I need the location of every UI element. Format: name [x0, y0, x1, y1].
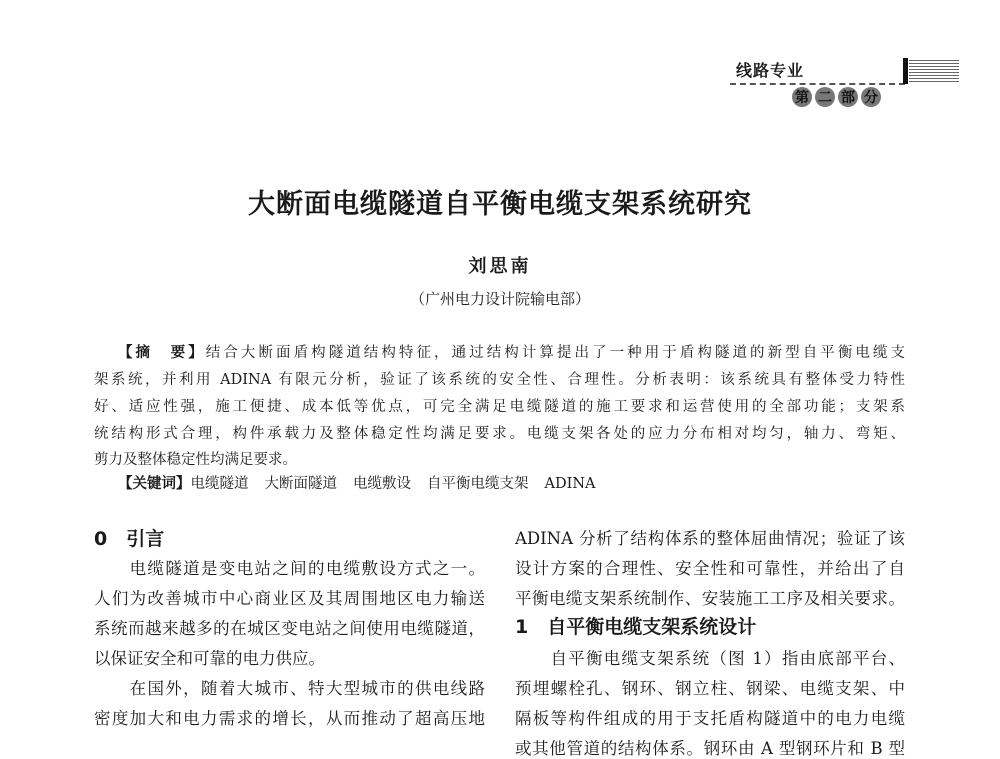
part-badge: [792, 87, 881, 107]
abstract-line: 剪力及整体稳定性均满足要求。: [94, 452, 297, 468]
keyword: 自平衡电缆支架: [427, 476, 529, 492]
body-line: 密度加大和电力需求的增长，从而推动了超高压地: [94, 709, 485, 728]
body-line: 预埋螺栓孔、钢环、钢立柱、钢梁、电缆支架、中: [515, 679, 905, 698]
part-char: 部: [838, 87, 858, 107]
section-heading: 1 自平衡电缆支架系统设计: [515, 616, 757, 638]
paper-title: 大断面电缆隧道自平衡电缆支架系统研究: [248, 189, 752, 220]
body-line: 隔板等构件组成的用于支托盾构隧道中的电力电缆: [515, 709, 905, 728]
keywords-label: 【关键词】: [118, 476, 191, 492]
part-char: 分: [861, 87, 881, 107]
body-line: ADINA 分析了结构体系的整体屈曲情况；验证了该: [515, 529, 905, 548]
abstract-line: 好、适应性强，施工便捷、成本低等优点，可完全满足电缆隧道的施工要求和运营使用的全部功能；支架系: [94, 399, 905, 415]
abstract-line: 架系统，并利用 ADINA 有限元分析，验证了该系统的安全性、合理性。分析表明：该系统具有整体受力特性: [94, 372, 905, 388]
affiliation: （广州电力设计院输电部）: [409, 290, 590, 308]
keyword: 电缆敷设: [353, 476, 411, 492]
body-line: 设计方案的合理性、安全性和可靠性，并给出了自: [515, 559, 905, 578]
body-line: 在国外，随着大城市、特大型城市的供电线路: [94, 679, 485, 698]
body-line: 电缆隧道是变电站之间的电缆敷设方式之一。: [94, 559, 485, 578]
abstract-label: 【摘 要】: [118, 345, 206, 361]
header-bar-decoration: [903, 58, 908, 84]
keyword: 大断面隧道: [264, 476, 337, 492]
header-divider: [730, 83, 905, 85]
keyword: 电缆隧道: [190, 476, 249, 492]
section-heading: 0 引言: [94, 528, 165, 550]
header-lines-decoration: [909, 60, 959, 82]
running-header-section: 线路专业: [736, 61, 805, 80]
keywords: [118, 472, 595, 493]
abstract-line: 统结构形式合理，构件承载力及整体稳定性均满足要求。电缆支架各处的应力分布相对均匀，轴力、弯矩、: [94, 426, 905, 442]
body-line: 以保证安全和可靠的电力供应。: [94, 649, 325, 668]
keyword: ADINA: [544, 476, 596, 492]
body-line: 或其他管道的结构体系。钢环由 A 型钢环片和 B 型: [515, 739, 905, 758]
body-line: 系统而越来越多的在城区变电站之间使用电缆隧道，: [94, 619, 485, 638]
body-line: 人们为改善城市中心商业区及其周围地区电力输送: [94, 589, 485, 608]
body-line: 自平衡电缆支架系统（图 1）指由底部平台、: [515, 649, 905, 668]
part-char: 第: [792, 87, 812, 107]
body-line: 平衡电缆支架系统制作、安装施工工序及相关要求。: [515, 589, 905, 608]
part-char: 二: [815, 87, 835, 107]
abstract-line: 【摘 要】结合大断面盾构隧道结构特征，通过结构计算提出了一种用于盾构隧道的新型自平衡电缆支: [118, 345, 906, 361]
author: 刘思南: [468, 256, 532, 277]
